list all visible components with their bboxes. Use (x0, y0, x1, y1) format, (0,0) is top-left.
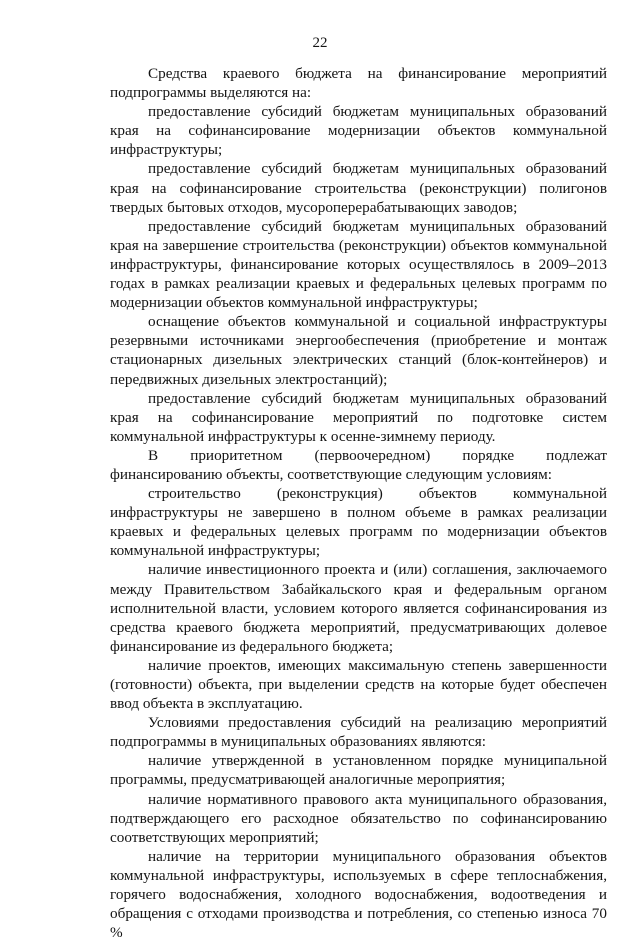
document-body (110, 64, 607, 942)
paragraph: наличие утвержденной в установленном порядке муниципальной программы, предусматривающей аналогичные мероприятия; (110, 752, 607, 789)
paragraph: оснащение объектов коммунальной и социальной инфраструктуры резервными источниками энергообеспечения (приобретение и монтаж стационарных дизельных электрических станций (блок-контейнеров) и передвижных дизельных электростанций); (110, 313, 607, 388)
paragraph: предоставление субсидий бюджетам муниципальных образований края на софинансирование строительства (реконструкции) полигонов твердых бытовых отходов, мусороперерабатывающих заводов; (110, 160, 607, 216)
paragraph: предоставление субсидий бюджетам муниципальных образований края на софинансирование мероприятий по подготовке систем коммунальной инфраструктуры к осенне-зимнему периоду. (110, 389, 607, 445)
paragraph: наличие на территории муниципального образования объектов коммунальной инфраструктуры, используемых в сфере теплоснабжения, горячего водоснабжения, холодного водоснабжения, водоотведения и обращения с отходами производства и потребления, со степенью износа 70 % (110, 847, 607, 942)
paragraph: В приоритетном (первоочередном) порядке подлежат финансированию объекты, соответствующие следующим условиям: (110, 446, 607, 483)
paragraph: Средства краевого бюджета на финансирование мероприятий подпрограммы выделяются на: (110, 65, 607, 102)
paragraph: наличие проектов, имеющих максимальную степень завершенности (готовности) объекта, при выделении средств на которые будет обеспечен ввод объекта в эксплуатацию. (110, 656, 607, 713)
paragraph: наличие нормативного правового акта муниципального образования, подтверждающего его расходное обязательство по софинансированию соответствующих мероприятий; (110, 790, 607, 846)
paragraph: наличие инвестиционного проекта и (или) соглашения, заключаемого между Правительством Забайкальского края и федеральным органом исполнительной власти, условием которого является софинансирования из средства краевого бюджета мероприятий, предусматривающих долевое финансирование из федерального бюджета; (110, 561, 607, 655)
paragraph: Условиями предоставления субсидий на реализацию мероприятий подпрограммы в муниципальных образованиях являются: (110, 714, 607, 751)
paragraph: строительство (реконструкция) объектов коммунальной инфраструктуры не завершено в полном объеме в рамках реализации краевых и федеральных целевых программ по модернизации объектов коммунальной инфраструктуры; (110, 485, 607, 560)
paragraph: предоставление субсидий бюджетам муниципальных образований края на завершение строительства (реконструкции) объектов коммунальной инфраструктуры, финансирование которых осуществлялось в 2009–2013 годах в рамках реализации краевых и федеральных целевых программ по модернизации объектов коммунальной инфраструктуры; (110, 217, 607, 312)
page-number: 22 (312, 35, 328, 51)
paragraph: предоставление субсидий бюджетам муниципальных образований края на софинансирование модернизации объектов коммунальной инфраструктуры; (110, 103, 607, 159)
